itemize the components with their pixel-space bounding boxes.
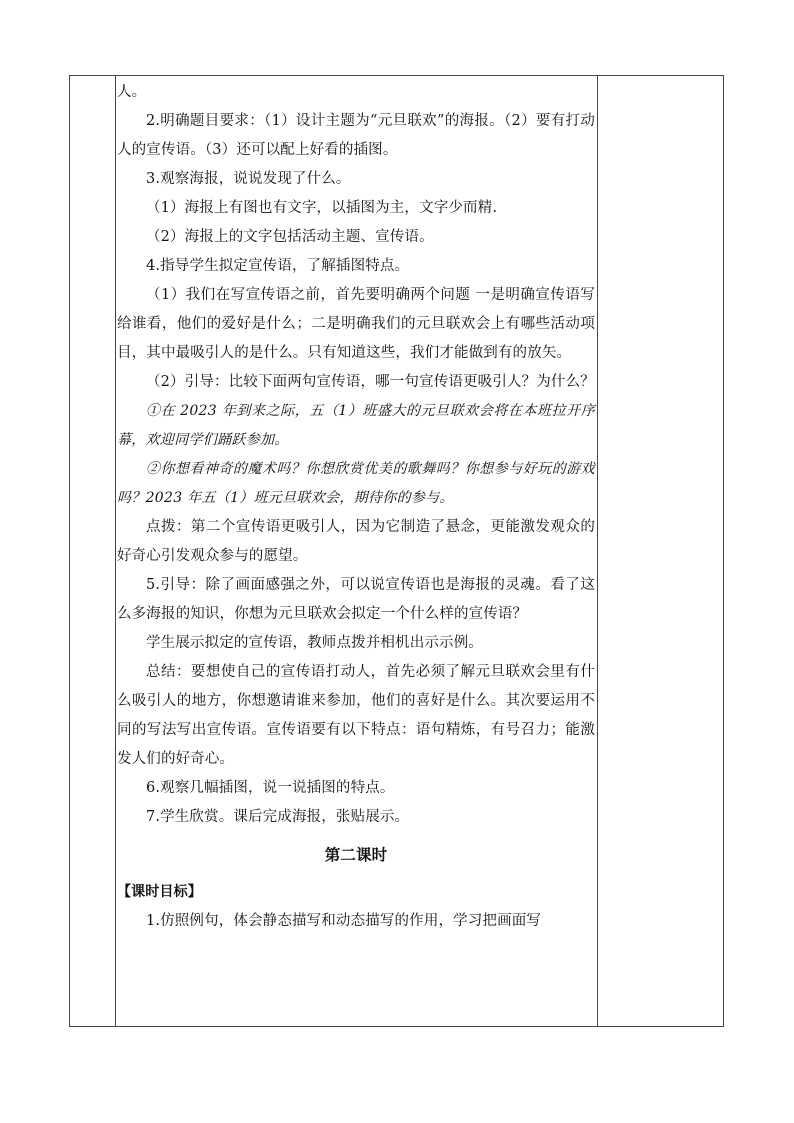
step-6: 6.观察几幅插图，说一说插图的特点。	[146, 780, 395, 796]
step-3-point-1: （1）海报上有图也有文字，以插图为主，文字少而精.	[146, 200, 498, 216]
objectives-label	[117, 878, 595, 907]
step-4-point-2: （2）引导：比较下面两句宣传语，哪一句宣传语更吸引人？为什么？	[146, 374, 595, 390]
lesson-content	[117, 78, 595, 936]
step-5: 5.引导：除了画面感强之外，可以说宣传语也是海报的灵魂。看了这么多海报的知识，你想为元旦联欢会拟定一个什么样的宣传语？	[117, 577, 595, 622]
objective-1: 1.仿照例句，体会静态描写和动态描写的作用，学习把画面写	[146, 913, 542, 929]
step-7: 7.学生欣赏。课后完成海报，张贴展示。	[146, 809, 410, 825]
step-3: 3.观察海报，说说发现了什么。	[146, 171, 351, 187]
section-heading: 第二课时	[324, 846, 388, 864]
objectives-label-text: 【课时目标】	[117, 884, 202, 900]
example-slogan-2: ②你想看神奇的魔术吗？你想欣赏优美的歌舞吗？你想参与好玩的游戏吗？2023 年五（1）班元旦联欢会，期待你的参与。	[117, 461, 595, 506]
step-4-point-1: （1）我们在写宣传语之前，首先要明确两个问题 一是明确宣传语写给谁看，他们的爱好是什么；二是明确我们的元旦联欢会上有哪些活动项目，其中最吸引人的是什么。只有知道这些，我们才能做到有的放矢。	[117, 287, 595, 361]
step-2: 2.明确题目要求：（1）设计主题为“元旦联欢”的海报。（2）要有打动人的宣传语。（3）还可以配上好看的插图。	[117, 113, 595, 158]
student-activity: 学生展示拟定的宣传语，教师点拨并相机出示示例。	[146, 635, 483, 651]
table-column-divider-right	[597, 76, 598, 1026]
summary: 总结：要想使自己的宣传语打动人，首先必须了解元旦联欢会里有什么吸引人的地方，你想邀请谁来参加，他们的喜好是什么。其次要运用不同的写法写出宣传语。宣传语要有以下特点：语句精炼，有号召力；能激发人们的好奇心。	[117, 664, 595, 767]
table-column-divider-left	[115, 76, 116, 1026]
step-3-point-2: （2）海报上的文字包括活动主题、宣传语。	[146, 229, 434, 245]
guidance-note: 点拨：第二个宣传语更吸引人，因为它制造了悬念，更能激发观众的好奇心引发观众参与的愿望。	[117, 519, 595, 564]
continuation-line: 人。	[117, 84, 147, 100]
step-4: 4.指导学生拟定宣传语，了解插图特点。	[146, 258, 410, 274]
example-slogan-1: ①在 2023 年到来之际，五（1）班盛大的元旦联欢会将在本班拉开序幕，欢迎同学们踊跃参加。	[117, 403, 595, 448]
